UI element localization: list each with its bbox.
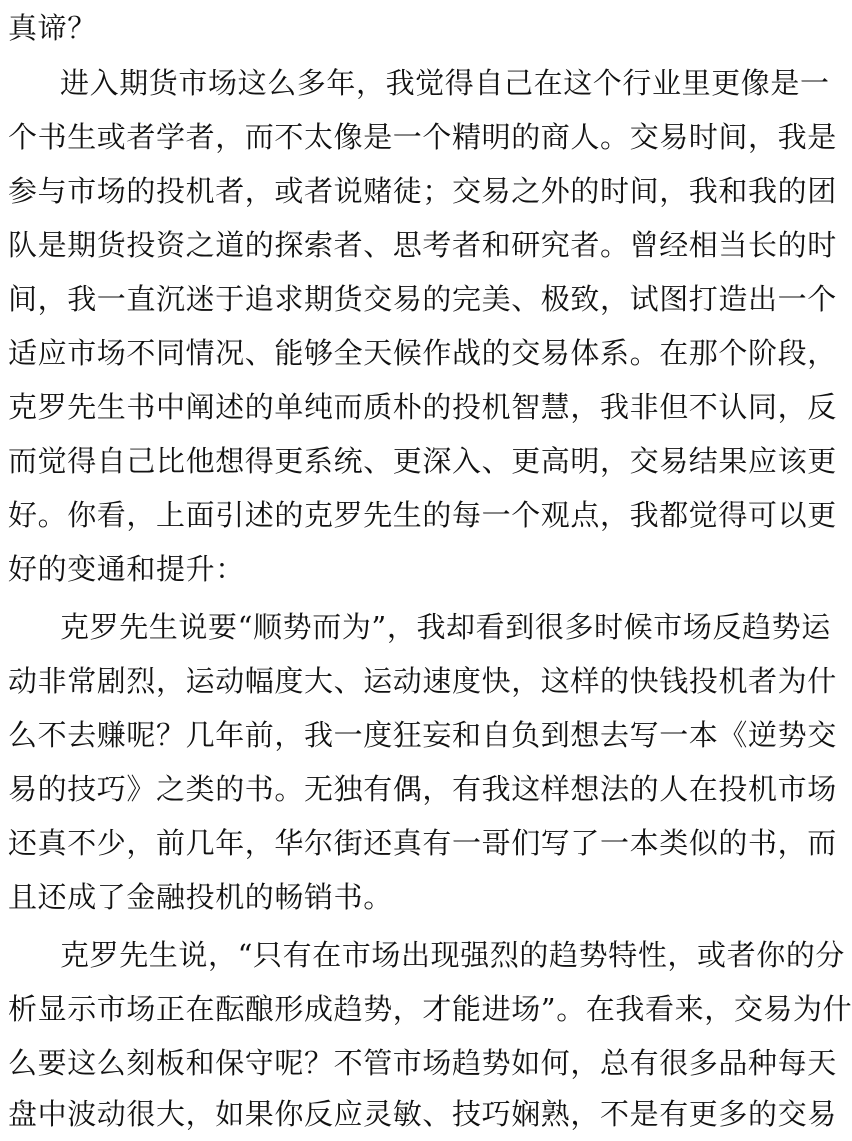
text-line-16: 还真不少，前几年，华尔街还真有一哥们写了一本类似的书，而 bbox=[8, 826, 837, 860]
text-line-8: 克罗先生书中阐述的单纯而质朴的投机智慧，我非但不认同，反 bbox=[8, 390, 837, 424]
text-line-3: 个书生或者学者，而不太像是一个精明的商人。交易时间，我是 bbox=[8, 120, 837, 154]
text-line-12: 克罗先生说要“顺势而为”，我却看到很多时候市场反趋势运 bbox=[60, 610, 831, 644]
text-line-9: 而觉得自己比他想得更系统、更深入、更高明，交易结果应该更 bbox=[8, 444, 837, 478]
text-line-10: 好。你看，上面引述的克罗先生的每一个观点，我都觉得可以更 bbox=[8, 498, 837, 532]
text-line-13: 动非常剧烈，运动幅度大、运动速度快，这样的快钱投机者为什 bbox=[8, 664, 837, 698]
text-line-4: 参与市场的投机者，或者说赌徒；交易之外的时间，我和我的团 bbox=[8, 174, 837, 208]
text-line-18: 克罗先生说，“只有在市场出现强烈的趋势特性，或者你的分 bbox=[60, 938, 846, 972]
text-line-2: 进入期货市场这么多年，我觉得自己在这个行业里更像是一 bbox=[60, 66, 830, 100]
text-line-11: 好的变通和提升： bbox=[8, 552, 245, 586]
text-line-17: 且还成了金融投机的畅销书。 bbox=[8, 880, 393, 914]
text-line-5: 队是期货投资之道的探索者、思考者和研究者。曾经相当长的时 bbox=[8, 228, 837, 262]
text-line-15: 易的技巧》之类的书。无独有偶，有我这样想法的人在投机市场 bbox=[8, 772, 837, 806]
text-line-19: 析显示市场正在酝酿形成趋势，才能进场”。在我看来，交易为什 bbox=[8, 992, 852, 1026]
text-line-14: 么不去赚呢？几年前，我一度狂妄和自负到想去写一本《逆势交 bbox=[8, 718, 837, 752]
text-line-7: 适应市场不同情况、能够全天候作战的交易体系。在那个阶段， bbox=[8, 336, 837, 370]
text-line-1: 真谛？ bbox=[8, 11, 97, 45]
text-line-20: 么要这么刻板和保守呢？不管市场趋势如何，总有很多品种每天 bbox=[8, 1046, 837, 1080]
text-line-21: 盘中波动很大，如果你反应灵敏、技巧娴熟，不是有更多的交易 bbox=[8, 1097, 837, 1131]
text-line-6: 间，我一直沉迷于追求期货交易的完美、极致，试图打造出一个 bbox=[8, 282, 837, 316]
